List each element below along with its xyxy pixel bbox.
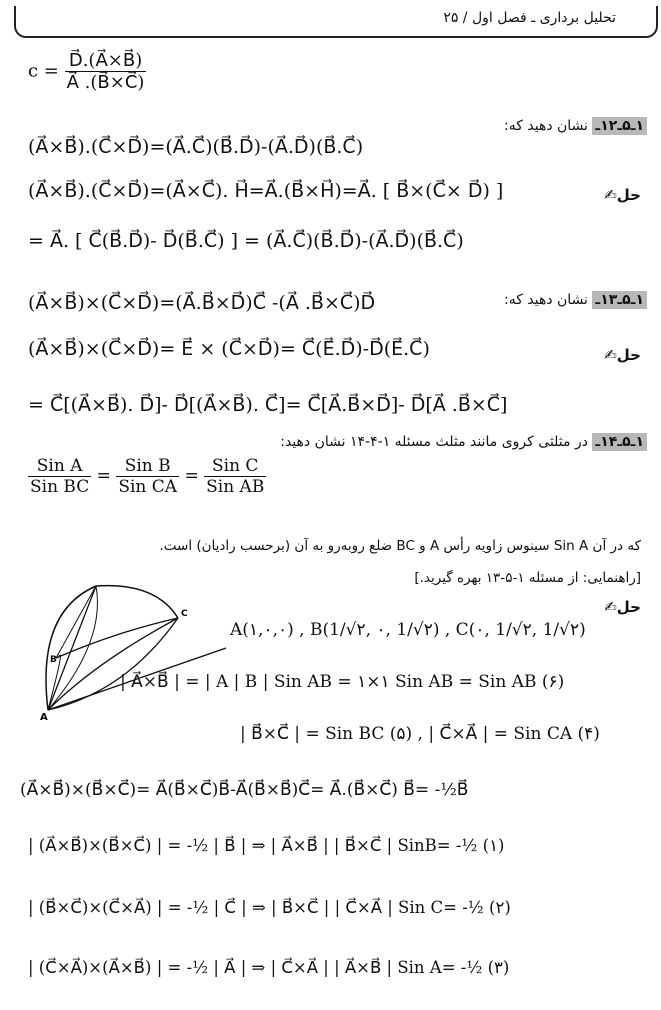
problem-13-line-2: = C⃗[(A⃗×B⃗). D⃗]- D⃗[(A⃗×B⃗). C⃗]= C⃗[A⃗.B⃗×D⃗]- D⃗[A⃗ .B⃗×C⃗] xyxy=(28,394,508,416)
spherical-triangle-figure xyxy=(36,572,226,722)
equation-6: | A⃗×B⃗ | = | A | B | Sin AB = ۱×۱ Sin AB = Sin AB (۶) xyxy=(120,672,565,692)
problem-14-solution-label: ✍حل xyxy=(604,598,641,616)
points-coordinates: A(۱,۰,۰) , B(1/√۲, ۰, 1/√۲) , C(۰, 1/√۲, 1/√۲) xyxy=(230,620,586,640)
equation-2: | (B⃗×C⃗)×(C⃗×A⃗) | = -½ | C⃗ | ⇒ | B⃗×C⃗ | | C⃗×A⃗ | Sin C= -½ (۲) xyxy=(28,898,511,917)
equation-1: | (A⃗×B⃗)×(B⃗×C⃗) | = -½ | B⃗ | ⇒ | A⃗×B⃗ | | B⃗×C⃗ | SinB= -½ (۱) xyxy=(28,836,505,855)
eq-c-numerator: D⃗.(A⃗×B⃗) xyxy=(65,50,147,72)
sine-law-fraction-c: $\frac{\text{Sin C}}{\text{Sin AB}}$ xyxy=(206,456,265,497)
problem-14-heading xyxy=(280,434,647,450)
vertex-c-label: C xyxy=(181,609,188,619)
sine-law-fraction-b: $\frac{\text{Sin B}}{\text{Sin CA}}$ xyxy=(118,456,178,497)
pencil-icon: ✍ xyxy=(604,598,617,616)
vertex-a-label: A xyxy=(40,712,48,722)
problem-12-badge: ۱ـ۵ـ۱۲ـ xyxy=(592,117,647,135)
equation-c xyxy=(28,50,146,93)
problem-13-statement: (A⃗×B⃗)×(C⃗×D⃗)=(A⃗.B⃗×D⃗)C⃗ -(A⃗ .B⃗×C⃗)D⃗ xyxy=(28,292,376,314)
vertex-b-label: B xyxy=(50,655,57,665)
problem-13-badge: ۱ـ۵ـ۱۳ـ xyxy=(592,291,647,309)
sine-law-fraction-a: $\frac{\text{Sin A}}{\text{Sin BC}}$ xyxy=(30,456,90,497)
equation-3: | (C⃗×A⃗)×(A⃗×B⃗) | = -½ | A⃗ | ⇒ | C⃗×A⃗ | | A⃗×B⃗ | Sin A= -½ (۳) xyxy=(28,958,510,977)
page-title: تحلیل برداری ـ فصل اول / ۲۵ xyxy=(443,10,616,26)
problem-12-solution-label: ✍حل xyxy=(604,186,641,204)
problem-14-badge: ۱ـ۵ـ۱۴ـ xyxy=(592,433,647,451)
page-header xyxy=(14,6,658,38)
problem-12-statement: (A⃗×B⃗).(C⃗×D⃗)=(A⃗.C⃗)(B⃗.D⃗)-(A⃗.D⃗)(B⃗.C⃗) xyxy=(28,136,364,158)
eq-c-fraction xyxy=(65,50,147,93)
problem-12-prompt: نشان دهید که: xyxy=(504,118,588,134)
problem-13-prompt: نشان دهید که: xyxy=(504,292,588,308)
problem-13-heading xyxy=(504,292,647,308)
pencil-icon: ✍ xyxy=(604,186,617,204)
problem-14-prompt: در مثلثی کروی مانند مثلث مسئله ۱-۴-۱۴ نشان دهید: xyxy=(280,434,588,450)
equation-main: (A⃗×B⃗)×(B⃗×C⃗)= A⃗(B⃗×C⃗)B⃗-A⃗(B⃗×B⃗)C⃗= A⃗.(B⃗×C⃗) B⃗= -½B⃗ xyxy=(20,780,469,800)
eq-c-denominator: A⃗ .(B⃗×C⃗) xyxy=(66,72,145,93)
eq-c-lhs: c = xyxy=(28,60,59,82)
problem-12-line-1: (A⃗×B⃗).(C⃗×D⃗)=(A⃗×C⃗). H⃗=A⃗.(B⃗×H⃗)=A⃗. [ B⃗×(C⃗× D⃗) ] xyxy=(28,180,504,202)
problem-13-solution-label: ✍حل xyxy=(604,346,641,364)
problem-14-hint: [راهنمایی: از مسئله ۱-۵-۱۳ بهره گیرید.] xyxy=(414,570,641,586)
problem-12-heading xyxy=(504,118,647,134)
pencil-icon: ✍ xyxy=(604,346,617,364)
sine-law-equation: $\frac{\text{Sin A}}{\text{Sin BC}}$ = $\frac{\text{Sin B}}{\text{Sin CA}}$ = $\frac{\text{Sin C}}{\text{Sin AB}}$ xyxy=(30,456,265,497)
problem-14-description: که در آن Sin A سینوس زاویه رأس A و BC ضلع روبه‌رو به آن (برحسب رادیان) است. xyxy=(159,538,641,554)
problem-13-line-1: (A⃗×B⃗)×(C⃗×D⃗)= E⃗ × (C⃗×D⃗)= C⃗(E⃗.D⃗)-D⃗(E⃗.C⃗) xyxy=(28,338,430,360)
equation-5-4: | B⃗×C⃗ | = Sin BC (۵) , | C⃗×A⃗ | = Sin CA (۴) xyxy=(240,724,600,744)
problem-12-line-2: = A⃗. [ C⃗(B⃗.D⃗)- D⃗(B⃗.C⃗) ] = (A⃗.C⃗)(B⃗.D⃗)-(A⃗.D⃗)(B⃗.C⃗) xyxy=(28,230,464,252)
